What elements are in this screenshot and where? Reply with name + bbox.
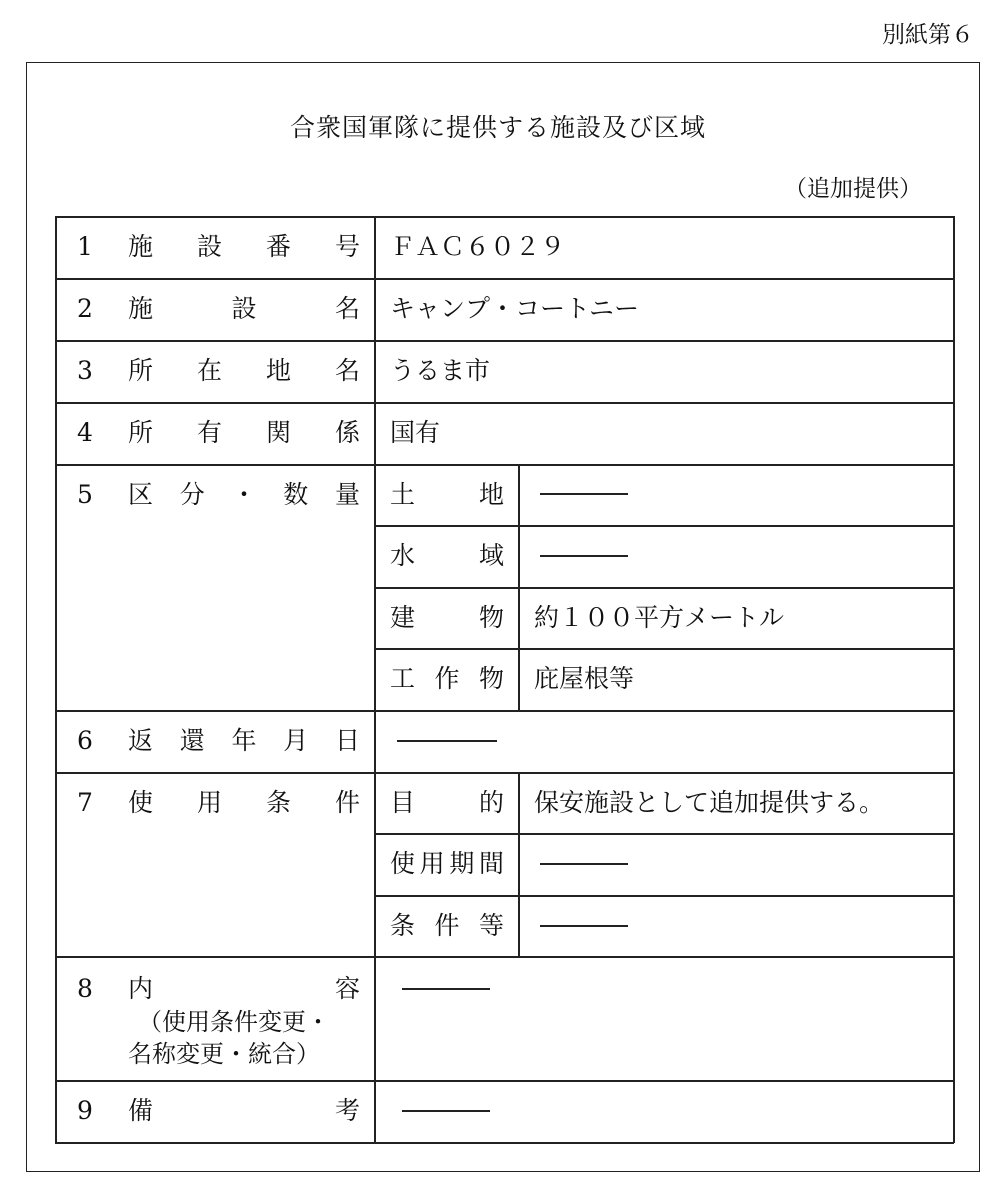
row5-sub3-label: 建 物 — [390, 603, 504, 632]
row1-number: 1 — [77, 232, 93, 261]
row1-value: ＦＡＣ６０２９ — [390, 232, 566, 261]
attachment-number: 別紙第６ — [882, 22, 974, 48]
row4-value: 国有 — [390, 418, 441, 447]
row4-number: 4 — [77, 418, 93, 447]
row2-number: 2 — [77, 294, 93, 323]
row5-sub4-value: 庇屋根等 — [534, 664, 635, 693]
row8-note-line1: （使用条件変更・ — [138, 1008, 330, 1036]
row7-sub2-label: 使 用 期 間 — [390, 849, 504, 878]
row7-sub1-value: 保安施設として追加提供する。 — [534, 788, 885, 817]
row8-dash — [402, 988, 490, 990]
row6-number: 6 — [77, 726, 93, 755]
row9-label: 備 考 — [128, 1096, 360, 1125]
row3-label: 所 在 地 名 — [128, 356, 360, 385]
row3-value: うるま市 — [390, 356, 491, 385]
row6-label: 返 還 年 月 日 — [128, 726, 360, 755]
row2-value: キャンプ・コートニー — [390, 294, 640, 323]
row7-sub1-label: 目 的 — [390, 788, 504, 817]
document-title: 合衆国軍隊に提供する施設及び区域 — [289, 113, 706, 142]
row5-number: 5 — [77, 480, 93, 509]
row8-number: 8 — [77, 974, 93, 1003]
row5-sub4-label: 工 作 物 — [390, 664, 504, 693]
row5-sub2-dash — [540, 555, 628, 557]
row3-number: 3 — [77, 356, 93, 385]
row8-label: 内 容 — [128, 974, 360, 1003]
row6-dash — [397, 740, 497, 742]
row9-dash — [402, 1110, 490, 1112]
row7-sub2-dash — [540, 863, 628, 865]
row7-sub3-label: 条 件 等 — [390, 911, 504, 940]
row7-sub3-dash — [540, 925, 628, 927]
row5-sub3-value: 約１００平方メートル — [534, 603, 785, 632]
row2-label: 施 設 名 — [128, 294, 360, 323]
row5-sub1-dash — [540, 493, 628, 495]
row4-label: 所 有 関 係 — [128, 418, 360, 447]
row7-number: 7 — [77, 788, 93, 817]
document-subtitle: （追加提供） — [784, 176, 922, 202]
row5-sub1-label: 土 地 — [390, 480, 504, 509]
row9-number: 9 — [77, 1096, 93, 1125]
row8-note-line2: 名称変更・統合） — [128, 1040, 320, 1068]
row7-label: 使 用 条 件 — [128, 788, 360, 817]
row5-sub2-label: 水 域 — [390, 541, 504, 570]
row5-label: 区 分 ・ 数 量 — [128, 480, 360, 509]
row1-label: 施 設 番 号 — [128, 232, 360, 261]
